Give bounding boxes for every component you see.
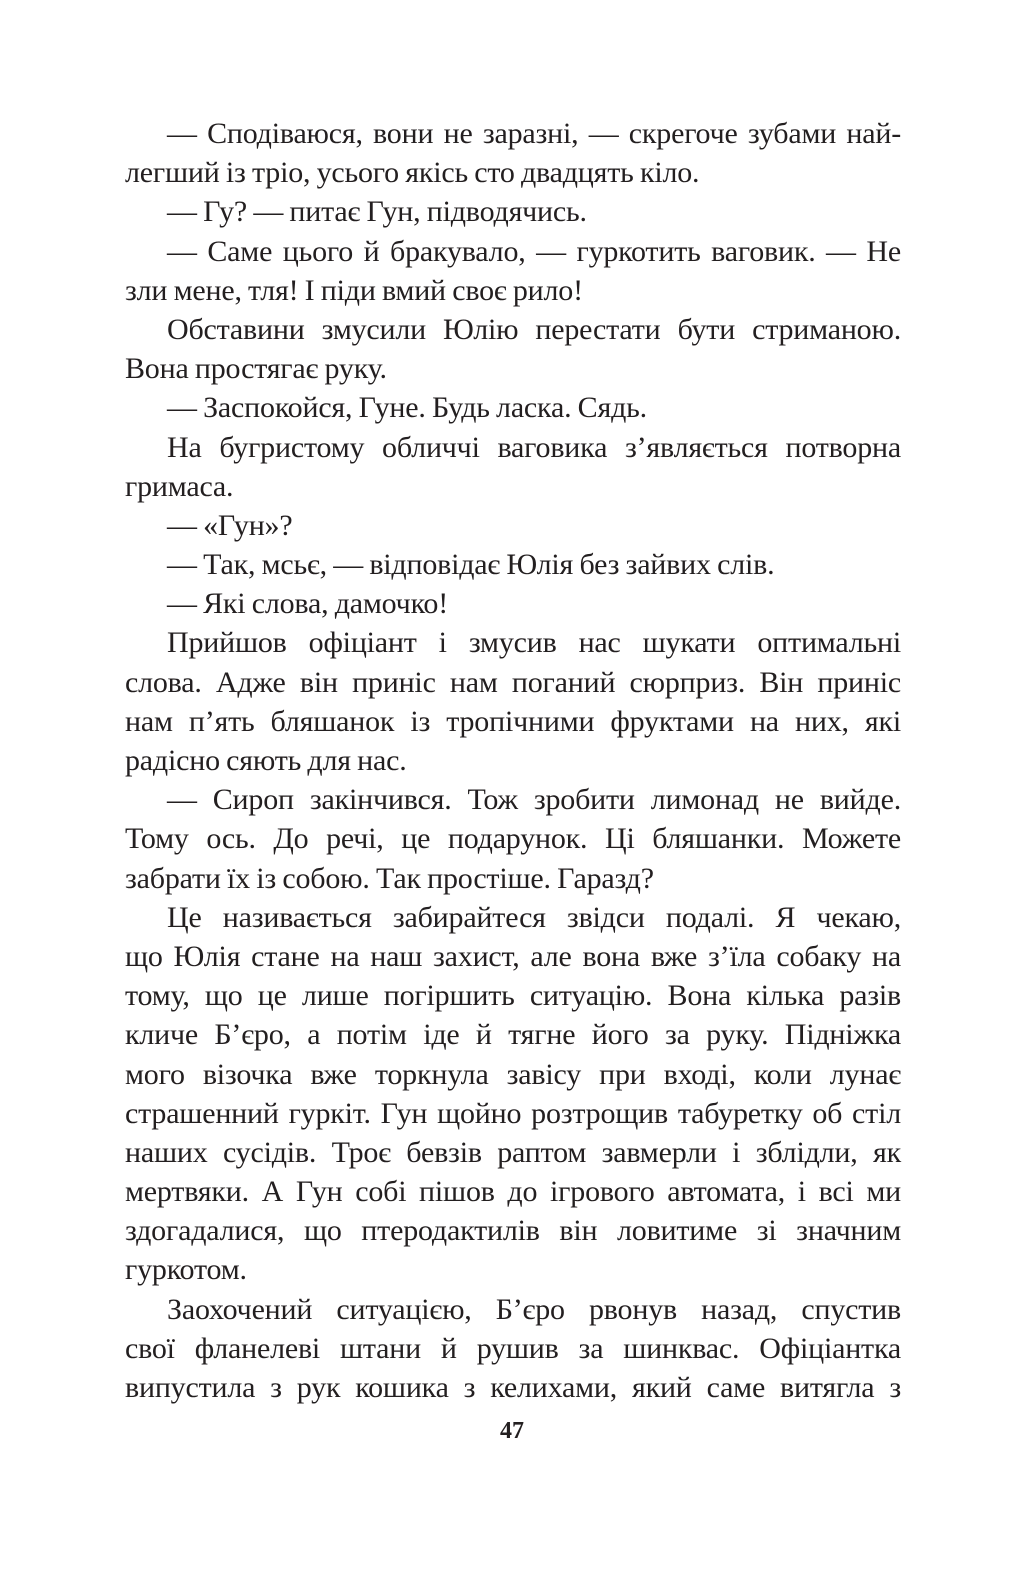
text-line: страшенний гуркіт. Гун щойно розтрощив табуретку об стіл	[125, 1096, 901, 1130]
text-line: тому, що це лише погіршить ситуацію. Вона кілька разів	[125, 979, 901, 1013]
text-line: — Заспокойся, Гуне. Будь ласка. Сядь.	[167, 391, 647, 425]
text-line: — Саме цього й бракувало, — гуркотить ваговик. — Не	[167, 234, 901, 268]
text-line: радісно сяють для нас.	[125, 744, 407, 777]
body-text	[125, 114, 901, 1407]
text-line: — Так, мсьє, — відповідає Юлія без зайвих слів.	[167, 548, 775, 582]
text-line: — Гу? — питає Гун, підводячись.	[167, 195, 587, 229]
text-line: гуркотом.	[125, 1253, 247, 1287]
text-line: Заохочений ситуацією, Б’єро рвонув назад, спустив	[167, 1292, 901, 1326]
text-line: свої фланелеві штани й рушив за шинквас. Офіціантка	[125, 1331, 901, 1365]
text-line: — Сироп закінчився. Тож зробити лимонад не вийде.	[167, 783, 901, 817]
text-line: здогадалися, що птеродактилів він ловитиме зі значним	[125, 1214, 901, 1248]
text-line: Тому ось. До речі, це подарунок. Ці бляшанки. Можете	[125, 822, 901, 856]
text-line: наших сусідів. Троє бевзів раптом завмерли і зблідли, як	[125, 1135, 901, 1169]
page-number: 47	[500, 1418, 524, 1444]
text-line: — «Гун»?	[167, 508, 293, 542]
text-line: кличе Б’єро, а потім іде й тягне його за руку. Підніжка	[125, 1018, 901, 1052]
text-line: випустила з рук кошика з келихами, який саме витягла з	[125, 1371, 901, 1404]
text-line: слова. Адже він приніс нам поганий сюрприз. Він приніс	[125, 665, 901, 699]
text-line: нам п’ять бляшанок із тропічними фруктами на них, які	[125, 704, 901, 738]
text-line: гримаса.	[125, 469, 234, 503]
text-line: — Які слова, дамочко!	[167, 587, 449, 621]
text-line: Обставини змусили Юлію перестати бути стриманою.	[167, 312, 901, 346]
text-line: легший із тріо, усього якісь сто двадцять кіло.	[125, 156, 700, 190]
text-line: Прийшов офіціант і змусив нас шукати оптимальні	[167, 626, 901, 660]
text-line: Це називається забирайтеся звідси подалі. Я чекаю,	[167, 900, 901, 934]
text-line: На бугристому обличчі ваговика з’являється потворна	[167, 430, 901, 464]
text-line: мертвяки. А Гун собі пішов до ігрового автомата, і всі ми	[125, 1175, 901, 1209]
text-line: зли мене, тля! І піди вмий своє рило!	[125, 273, 583, 307]
text-line: забрати їх із собою. Так простіше. Гаразд?	[125, 861, 654, 895]
text-line: що Юлія стане на наш захист, але вона вже з’їла собаку на	[125, 939, 901, 973]
text-line: — Сподіваюся, вони не заразні, — скрегоче зубами най-	[167, 117, 901, 150]
text-line: мого візочка вже торкнула завісу при вході, коли лунає	[125, 1057, 901, 1091]
text-line: Вона простягає руку.	[125, 352, 387, 386]
